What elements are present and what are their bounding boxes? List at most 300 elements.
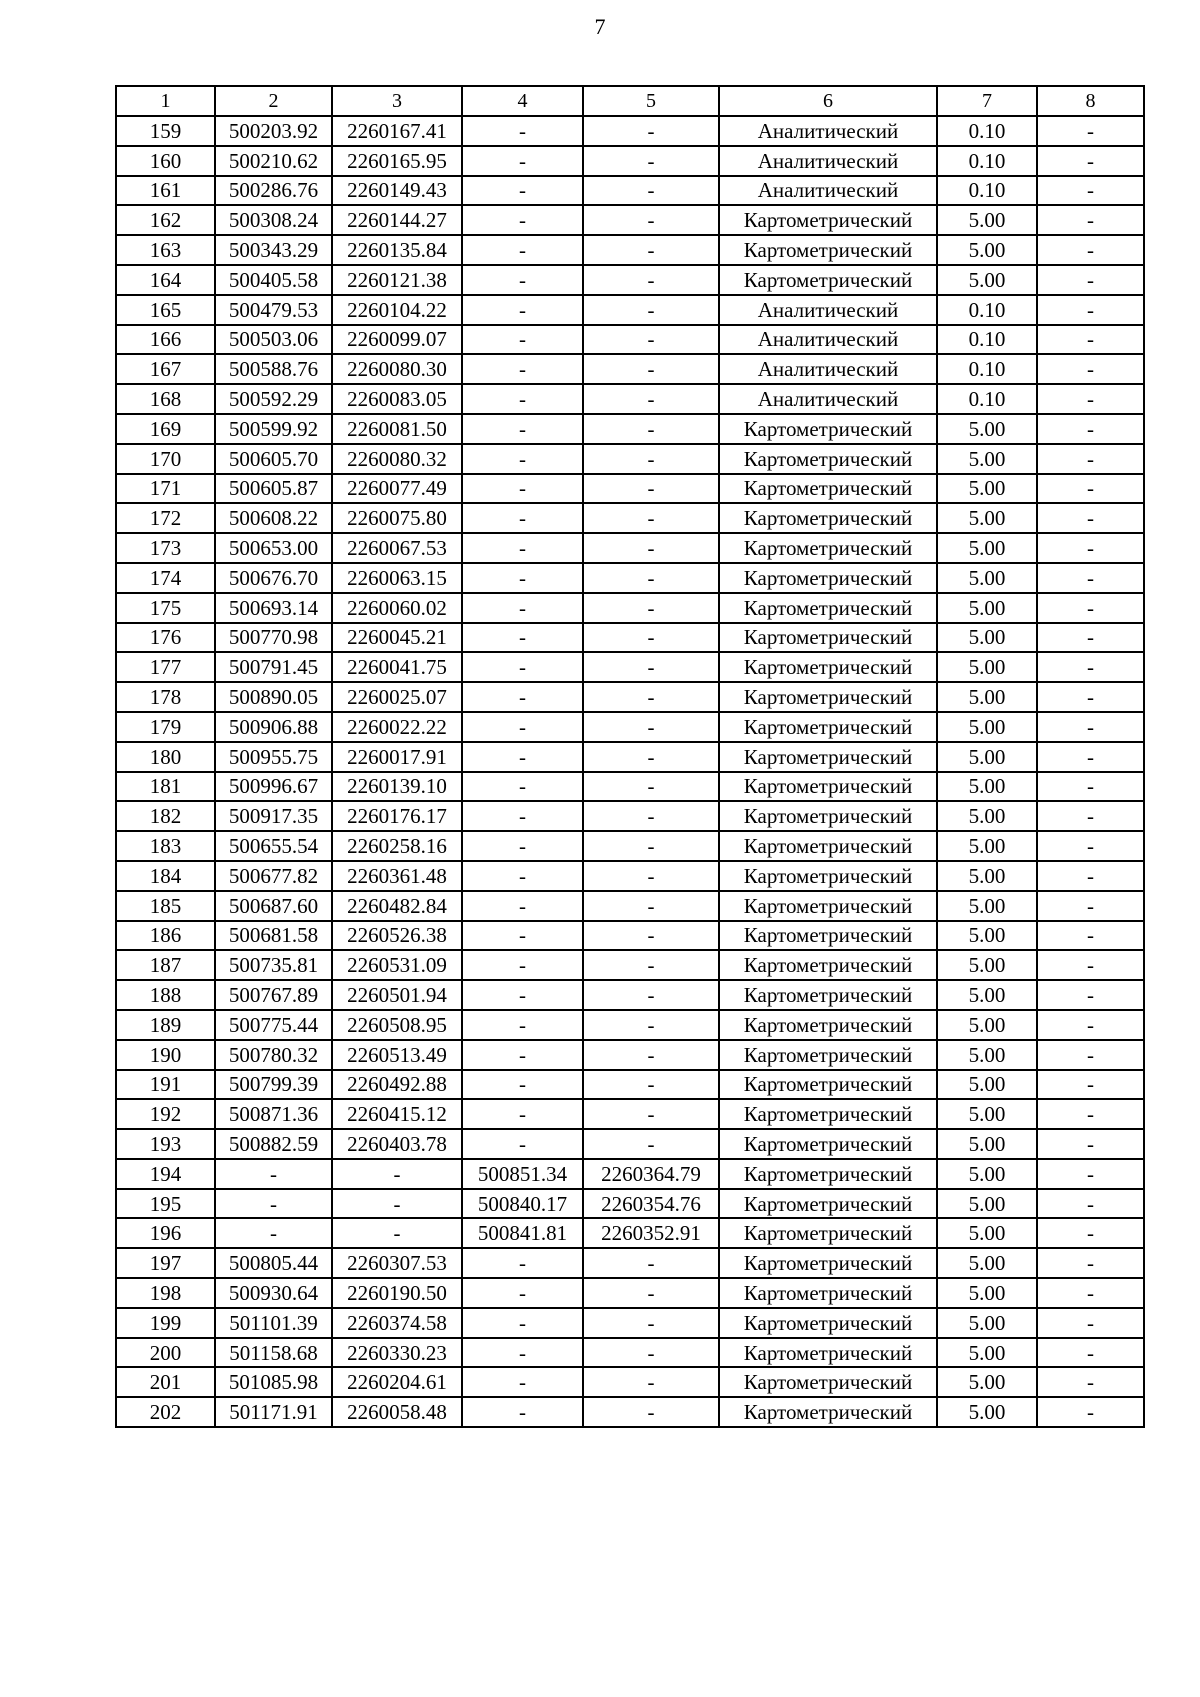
- table-cell: 184: [116, 861, 215, 891]
- table-cell: 5.00: [937, 503, 1037, 533]
- table-cell: -: [583, 1010, 719, 1040]
- table-cell: -: [583, 861, 719, 891]
- table-cell: -: [462, 474, 583, 504]
- table-cell: 500871.36: [215, 1099, 332, 1129]
- table-cell: -: [462, 1010, 583, 1040]
- table-row: [116, 1129, 1144, 1159]
- table-row: [116, 980, 1144, 1010]
- table-row: [116, 1308, 1144, 1338]
- table-cell: 500791.45: [215, 652, 332, 682]
- table-cell: Картометрический: [719, 891, 937, 921]
- table-cell: Картометрический: [719, 1397, 937, 1427]
- table-cell: -: [462, 861, 583, 891]
- table-cell: 500775.44: [215, 1010, 332, 1040]
- table-cell: -: [583, 742, 719, 772]
- table-cell: 172: [116, 503, 215, 533]
- table-cell: -: [1037, 116, 1144, 146]
- table-cell: -: [1037, 146, 1144, 176]
- table-cell: 2260403.78: [332, 1129, 462, 1159]
- table-cell: 177: [116, 652, 215, 682]
- table-cell: 5.00: [937, 1099, 1037, 1129]
- table-cell: Аналитический: [719, 325, 937, 355]
- column-header: 2: [215, 86, 332, 116]
- table-cell: 191: [116, 1070, 215, 1100]
- table-cell: -: [1037, 593, 1144, 623]
- table-cell: 500996.67: [215, 772, 332, 802]
- table-cell: 2260176.17: [332, 801, 462, 831]
- table-cell: Картометрический: [719, 980, 937, 1010]
- table-row: [116, 861, 1144, 891]
- table-cell: 501085.98: [215, 1367, 332, 1397]
- table-cell: 2260165.95: [332, 146, 462, 176]
- table-row: [116, 295, 1144, 325]
- table-cell: -: [462, 682, 583, 712]
- table-row: [116, 533, 1144, 563]
- table-cell: -: [583, 384, 719, 414]
- table-cell: -: [583, 831, 719, 861]
- table-row: [116, 444, 1144, 474]
- table-cell: 193: [116, 1129, 215, 1159]
- table-cell: -: [1037, 742, 1144, 772]
- table-cell: 2260060.02: [332, 593, 462, 623]
- table-cell: -: [462, 265, 583, 295]
- table-cell: 198: [116, 1278, 215, 1308]
- table-cell: 2260067.53: [332, 533, 462, 563]
- table-cell: -: [462, 295, 583, 325]
- table-cell: -: [462, 1070, 583, 1100]
- table-cell: 500917.35: [215, 801, 332, 831]
- page-number: 7: [594, 14, 606, 39]
- table-cell: -: [583, 265, 719, 295]
- table-cell: -: [462, 146, 583, 176]
- table-cell: 167: [116, 354, 215, 384]
- table-cell: Картометрический: [719, 593, 937, 623]
- table-row: [116, 1367, 1144, 1397]
- table-cell: 500767.89: [215, 980, 332, 1010]
- table-cell: 5.00: [937, 533, 1037, 563]
- table-cell: 2260080.32: [332, 444, 462, 474]
- table-cell: Картометрический: [719, 1099, 937, 1129]
- table-row: [116, 1189, 1144, 1219]
- table-cell: -: [462, 1040, 583, 1070]
- table-cell: 2260513.49: [332, 1040, 462, 1070]
- table-cell: 2260354.76: [583, 1189, 719, 1219]
- table-cell: 500805.44: [215, 1248, 332, 1278]
- table-cell: -: [462, 980, 583, 1010]
- table-cell: 5.00: [937, 1010, 1037, 1040]
- table-cell: -: [583, 533, 719, 563]
- table-row: [116, 921, 1144, 951]
- table-cell: 2260167.41: [332, 116, 462, 146]
- table-cell: 200: [116, 1338, 215, 1368]
- table-cell: 5.00: [937, 682, 1037, 712]
- table-cell: -: [1037, 1099, 1144, 1129]
- table-cell: -: [1037, 176, 1144, 206]
- table-cell: 500840.17: [462, 1189, 583, 1219]
- table-cell: -: [462, 801, 583, 831]
- table-cell: 500906.88: [215, 712, 332, 742]
- table-cell: -: [583, 712, 719, 742]
- table-cell: 189: [116, 1010, 215, 1040]
- table-cell: 5.00: [937, 1248, 1037, 1278]
- table-cell: 5.00: [937, 1159, 1037, 1189]
- table-cell: -: [1037, 950, 1144, 980]
- table-cell: Картометрический: [719, 1070, 937, 1100]
- table-cell: 5.00: [937, 652, 1037, 682]
- table-cell: Картометрический: [719, 1159, 937, 1189]
- table-cell: Картометрический: [719, 801, 937, 831]
- table-row: [116, 742, 1144, 772]
- table-cell: 5.00: [937, 444, 1037, 474]
- table-cell: -: [462, 1099, 583, 1129]
- table-cell: 195: [116, 1189, 215, 1219]
- table-cell: 5.00: [937, 891, 1037, 921]
- table-row: [116, 772, 1144, 802]
- table-cell: -: [1037, 891, 1144, 921]
- table-cell: -: [583, 563, 719, 593]
- table-cell: 201: [116, 1367, 215, 1397]
- table-cell: -: [583, 1070, 719, 1100]
- table-cell: 5.00: [937, 1308, 1037, 1338]
- table-cell: 5.00: [937, 861, 1037, 891]
- table-cell: 196: [116, 1218, 215, 1248]
- table-cell: Аналитический: [719, 146, 937, 176]
- table-cell: 500308.24: [215, 205, 332, 235]
- table-cell: -: [462, 950, 583, 980]
- table-cell: -: [583, 593, 719, 623]
- table-cell: -: [462, 533, 583, 563]
- table-cell: Картометрический: [719, 503, 937, 533]
- table-cell: 5.00: [937, 950, 1037, 980]
- table-cell: 182: [116, 801, 215, 831]
- table-cell: -: [1037, 444, 1144, 474]
- table-cell: 2260144.27: [332, 205, 462, 235]
- table-cell: -: [583, 235, 719, 265]
- table-cell: -: [462, 1397, 583, 1427]
- table-cell: 5.00: [937, 474, 1037, 504]
- table-cell: 2260526.38: [332, 921, 462, 951]
- table-cell: 187: [116, 950, 215, 980]
- table-cell: 173: [116, 533, 215, 563]
- table-header-row: [116, 86, 1144, 116]
- table-cell: 174: [116, 563, 215, 593]
- table-cell: Картометрический: [719, 623, 937, 653]
- table-cell: Аналитический: [719, 295, 937, 325]
- table-cell: 5.00: [937, 921, 1037, 951]
- table-cell: 2260501.94: [332, 980, 462, 1010]
- table-cell: 162: [116, 205, 215, 235]
- table-cell: 165: [116, 295, 215, 325]
- table-cell: Картометрический: [719, 563, 937, 593]
- table-cell: 2260139.10: [332, 772, 462, 802]
- table-cell: 500343.29: [215, 235, 332, 265]
- table-cell: 178: [116, 682, 215, 712]
- table-cell: 181: [116, 772, 215, 802]
- table-cell: -: [1037, 295, 1144, 325]
- table-cell: 164: [116, 265, 215, 295]
- table-cell: 2260022.22: [332, 712, 462, 742]
- table-cell: 2260058.48: [332, 1397, 462, 1427]
- table-cell: -: [1037, 1040, 1144, 1070]
- table-cell: -: [1037, 980, 1144, 1010]
- table-cell: -: [583, 444, 719, 474]
- table-cell: 5.00: [937, 1189, 1037, 1219]
- table-cell: 168: [116, 384, 215, 414]
- table-cell: 5.00: [937, 1129, 1037, 1159]
- table-cell: -: [462, 444, 583, 474]
- table-cell: Аналитический: [719, 176, 937, 206]
- table-cell: -: [1037, 205, 1144, 235]
- table-cell: Картометрический: [719, 1248, 937, 1278]
- table-cell: 183: [116, 831, 215, 861]
- table-row: [116, 1397, 1144, 1427]
- table-cell: -: [1037, 921, 1144, 951]
- table-cell: 192: [116, 1099, 215, 1129]
- table-cell: 2260135.84: [332, 235, 462, 265]
- table-body: [116, 86, 1144, 1427]
- table-row: [116, 623, 1144, 653]
- table-cell: 500655.54: [215, 831, 332, 861]
- table-cell: 500676.70: [215, 563, 332, 593]
- table-cell: 0.10: [937, 384, 1037, 414]
- table-cell: -: [1037, 1010, 1144, 1040]
- table-row: [116, 712, 1144, 742]
- table-cell: -: [1037, 682, 1144, 712]
- table-cell: -: [583, 921, 719, 951]
- table-cell: 2260149.43: [332, 176, 462, 206]
- table-row: [116, 176, 1144, 206]
- table-cell: 2260041.75: [332, 652, 462, 682]
- table-cell: Картометрический: [719, 205, 937, 235]
- table-cell: -: [583, 891, 719, 921]
- table-cell: -: [462, 652, 583, 682]
- table-cell: 2260307.53: [332, 1248, 462, 1278]
- table-cell: 0.10: [937, 354, 1037, 384]
- table-cell: -: [462, 176, 583, 206]
- table-row: [116, 652, 1144, 682]
- table-cell: Картометрический: [719, 831, 937, 861]
- table-cell: 500599.92: [215, 414, 332, 444]
- table-cell: 5.00: [937, 1397, 1037, 1427]
- table-row: [116, 1159, 1144, 1189]
- table-row: [116, 831, 1144, 861]
- column-header: 8: [1037, 86, 1144, 116]
- table-cell: -: [1037, 1338, 1144, 1368]
- table-cell: -: [462, 1338, 583, 1368]
- table-cell: 501101.39: [215, 1308, 332, 1338]
- table-cell: 2260121.38: [332, 265, 462, 295]
- table-cell: 186: [116, 921, 215, 951]
- table-cell: -: [462, 1248, 583, 1278]
- table-cell: -: [583, 1397, 719, 1427]
- table-cell: -: [462, 325, 583, 355]
- table-cell: 2260075.80: [332, 503, 462, 533]
- table-cell: Картометрический: [719, 1189, 937, 1219]
- table-cell: -: [462, 593, 583, 623]
- table-cell: -: [583, 414, 719, 444]
- table-cell: 170: [116, 444, 215, 474]
- table-cell: 500693.14: [215, 593, 332, 623]
- table-cell: -: [462, 205, 583, 235]
- table-cell: 0.10: [937, 116, 1037, 146]
- table-cell: 501171.91: [215, 1397, 332, 1427]
- table-cell: 5.00: [937, 205, 1037, 235]
- table-cell: 5.00: [937, 235, 1037, 265]
- table-cell: 5.00: [937, 1040, 1037, 1070]
- table-cell: 2260077.49: [332, 474, 462, 504]
- table-row: [116, 235, 1144, 265]
- table-cell: 500770.98: [215, 623, 332, 653]
- table-cell: 500605.87: [215, 474, 332, 504]
- table-cell: Картометрический: [719, 772, 937, 802]
- table-cell: -: [583, 950, 719, 980]
- table-cell: 500799.39: [215, 1070, 332, 1100]
- table-cell: -: [1037, 1218, 1144, 1248]
- table-cell: -: [462, 116, 583, 146]
- table-cell: 188: [116, 980, 215, 1010]
- table-row: [116, 116, 1144, 146]
- table-row: [116, 1278, 1144, 1308]
- table-cell: 500882.59: [215, 1129, 332, 1159]
- table-cell: 194: [116, 1159, 215, 1189]
- table-cell: -: [583, 1040, 719, 1070]
- table-cell: Картометрический: [719, 1129, 937, 1159]
- table-cell: 169: [116, 414, 215, 444]
- table-cell: -: [1037, 772, 1144, 802]
- table-cell: 5.00: [937, 593, 1037, 623]
- table-cell: 2260361.48: [332, 861, 462, 891]
- table-cell: 185: [116, 891, 215, 921]
- table-cell: 500588.76: [215, 354, 332, 384]
- table-cell: -: [1037, 1070, 1144, 1100]
- table-row: [116, 1070, 1144, 1100]
- table-cell: -: [1037, 1159, 1144, 1189]
- table-cell: -: [1037, 1308, 1144, 1338]
- table-cell: Картометрический: [719, 652, 937, 682]
- table-cell: -: [332, 1218, 462, 1248]
- table-cell: 180: [116, 742, 215, 772]
- table-cell: -: [1037, 1397, 1144, 1427]
- table-cell: 5.00: [937, 1218, 1037, 1248]
- table-row: [116, 1099, 1144, 1129]
- table-cell: -: [583, 503, 719, 533]
- table-cell: -: [462, 772, 583, 802]
- table-cell: 179: [116, 712, 215, 742]
- table-cell: 500687.60: [215, 891, 332, 921]
- table-row: [116, 1338, 1144, 1368]
- table-cell: -: [583, 1338, 719, 1368]
- table-cell: -: [583, 1278, 719, 1308]
- table-cell: Картометрический: [719, 682, 937, 712]
- table-cell: 199: [116, 1308, 215, 1338]
- table-cell: -: [583, 1308, 719, 1338]
- table-cell: -: [215, 1159, 332, 1189]
- column-header: 3: [332, 86, 462, 116]
- table-cell: -: [1037, 861, 1144, 891]
- table-cell: 5.00: [937, 831, 1037, 861]
- table-cell: 2260374.58: [332, 1308, 462, 1338]
- table-cell: 500405.58: [215, 265, 332, 295]
- table-cell: Картометрический: [719, 950, 937, 980]
- table-cell: -: [1037, 533, 1144, 563]
- table-cell: 2260080.30: [332, 354, 462, 384]
- table-row: [116, 325, 1144, 355]
- table-cell: 2260415.12: [332, 1099, 462, 1129]
- table-row: [116, 354, 1144, 384]
- table-row: [116, 474, 1144, 504]
- table-row: [116, 265, 1144, 295]
- table-cell: -: [1037, 1129, 1144, 1159]
- table-cell: 2260352.91: [583, 1218, 719, 1248]
- table-cell: 5.00: [937, 1367, 1037, 1397]
- table-cell: 500677.82: [215, 861, 332, 891]
- table-row: [116, 1040, 1144, 1070]
- table-cell: 2260364.79: [583, 1159, 719, 1189]
- table-cell: -: [1037, 563, 1144, 593]
- table-row: [116, 384, 1144, 414]
- table-cell: 500735.81: [215, 950, 332, 980]
- table-cell: 5.00: [937, 980, 1037, 1010]
- table-cell: Аналитический: [719, 354, 937, 384]
- table-cell: 176: [116, 623, 215, 653]
- table-cell: 163: [116, 235, 215, 265]
- table-cell: Картометрический: [719, 1040, 937, 1070]
- table-cell: -: [1037, 652, 1144, 682]
- table-cell: -: [583, 354, 719, 384]
- table-cell: Аналитический: [719, 116, 937, 146]
- table-cell: -: [462, 831, 583, 861]
- table-cell: -: [462, 921, 583, 951]
- table-cell: 0.10: [937, 295, 1037, 325]
- column-header: 5: [583, 86, 719, 116]
- table-cell: 500930.64: [215, 1278, 332, 1308]
- table-cell: 0.10: [937, 325, 1037, 355]
- table-cell: 0.10: [937, 176, 1037, 206]
- table-cell: 501158.68: [215, 1338, 332, 1368]
- table-cell: 160: [116, 146, 215, 176]
- table-cell: -: [1037, 1367, 1144, 1397]
- table-cell: 5.00: [937, 742, 1037, 772]
- table-cell: 500592.29: [215, 384, 332, 414]
- table-cell: -: [1037, 474, 1144, 504]
- table-cell: -: [583, 623, 719, 653]
- table-cell: 190: [116, 1040, 215, 1070]
- table-cell: -: [462, 1308, 583, 1338]
- table-cell: 2260083.05: [332, 384, 462, 414]
- table-cell: -: [1037, 801, 1144, 831]
- table-cell: Картометрический: [719, 1218, 937, 1248]
- table-row: [116, 503, 1144, 533]
- table-cell: 500890.05: [215, 682, 332, 712]
- table-cell: 171: [116, 474, 215, 504]
- table-cell: 2260492.88: [332, 1070, 462, 1100]
- table-cell: -: [462, 503, 583, 533]
- column-header: 6: [719, 86, 937, 116]
- table-cell: Картометрический: [719, 861, 937, 891]
- table-cell: Картометрический: [719, 1338, 937, 1368]
- table-cell: 2260017.91: [332, 742, 462, 772]
- table-cell: -: [462, 354, 583, 384]
- table-cell: 500841.81: [462, 1218, 583, 1248]
- table-cell: -: [583, 1367, 719, 1397]
- table-cell: Аналитический: [719, 384, 937, 414]
- table-cell: 500681.58: [215, 921, 332, 951]
- table-cell: -: [1037, 1278, 1144, 1308]
- table-cell: -: [215, 1218, 332, 1248]
- table-cell: 500479.53: [215, 295, 332, 325]
- table-cell: -: [462, 623, 583, 653]
- table-cell: -: [462, 891, 583, 921]
